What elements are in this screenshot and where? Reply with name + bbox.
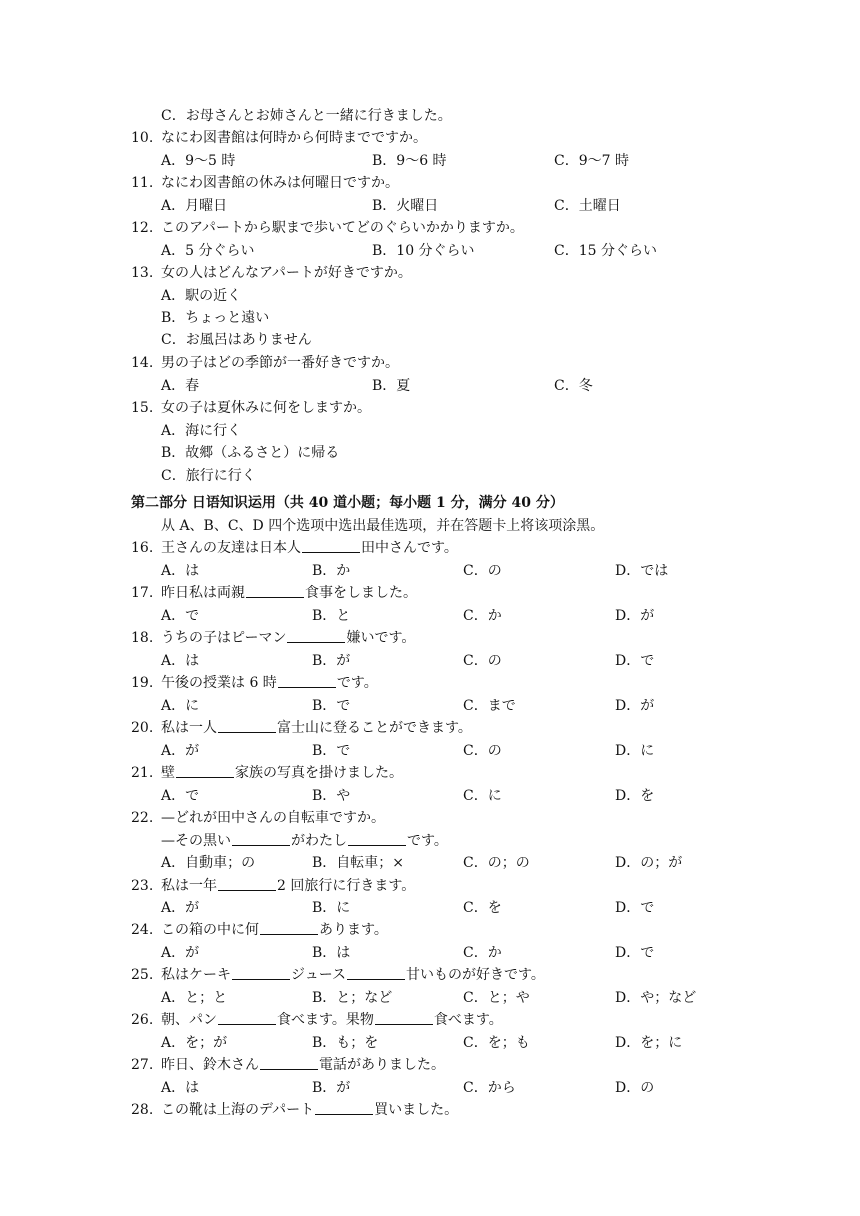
answer-blank xyxy=(375,1010,433,1025)
option-a: A．は xyxy=(161,563,200,579)
question-number: 21. xyxy=(131,765,154,781)
option-d: D．を；に xyxy=(615,1035,683,1051)
question-stem xyxy=(161,582,417,604)
option-d: D．や；など xyxy=(615,990,697,1006)
section-instruction: 从 A、B、C、D 四个选项中选出最佳选项，并在答题卡上将该项涂黑。 xyxy=(161,518,605,534)
option-a: A．が xyxy=(161,945,200,961)
option-a: A．9～5 時 xyxy=(161,153,236,169)
option-a: A．自動車；の xyxy=(161,855,256,871)
option-a: A．駅の近く xyxy=(161,288,242,304)
stem-before-blank: この箱の中に何 xyxy=(161,922,259,938)
question-number: 14. xyxy=(131,355,154,371)
option-b: B．が xyxy=(312,653,351,669)
option-d: D．を xyxy=(615,788,655,804)
option-b: B．夏 xyxy=(372,378,411,394)
question-stem xyxy=(161,1009,503,1031)
question-stem xyxy=(161,919,388,941)
answer-blank xyxy=(218,1010,276,1025)
option-a: A．で xyxy=(161,608,200,624)
stem-before-blank: 壁 xyxy=(161,765,175,781)
stem-after-blank: 食べます。 xyxy=(433,1012,503,1028)
stem-after-blank: 2 回旅行に行きます。 xyxy=(277,878,416,894)
stem-after-blank: です。 xyxy=(407,833,448,849)
option-c: C．土曜日 xyxy=(554,198,621,214)
option-a: A．月曜日 xyxy=(161,198,228,214)
option-b: B．は xyxy=(312,945,351,961)
stem-after-blank: 甘いものが好きです。 xyxy=(406,967,545,983)
stem-before-blank: うちの子はピーマン xyxy=(161,630,287,646)
answer-blank xyxy=(348,831,406,846)
option-a: A．を；が xyxy=(161,1035,228,1051)
question-stem xyxy=(161,627,415,649)
answer-blank xyxy=(176,763,234,778)
question-stem xyxy=(161,964,545,986)
stem-before-blank: 昨日私は両親 xyxy=(161,585,245,601)
question-stem xyxy=(161,672,378,694)
question-number: 16. xyxy=(131,540,154,556)
question-stem xyxy=(161,537,458,559)
option-c: C．と；や xyxy=(463,990,530,1006)
question-stem: 女の子は夏休みに何をしますか。 xyxy=(161,400,371,416)
question-number: 17. xyxy=(131,585,154,601)
answer-blank xyxy=(260,1055,318,1070)
question-stem-line-2 xyxy=(161,830,448,852)
question-number: 23. xyxy=(131,878,154,894)
option-c: C．から xyxy=(463,1080,516,1096)
question-stem: 男の子はどの季節が一番好きですか。 xyxy=(161,355,399,371)
option-b: B．10 分ぐらい xyxy=(372,243,475,259)
question-stem xyxy=(161,875,415,897)
answer-blank xyxy=(232,965,290,980)
question-number: 18. xyxy=(131,630,154,646)
question-stem: このアパートから駅まで歩いてどのぐらいかかりますか。 xyxy=(161,220,524,236)
answer-blank xyxy=(315,1100,373,1115)
stem-before-blank: 王さんの友達は日本人 xyxy=(161,540,301,556)
option-b: B．自転車；× xyxy=(312,855,405,871)
option-d: D．の xyxy=(615,1080,655,1096)
option-c: C．9～7 時 xyxy=(554,153,629,169)
option-c: C．か xyxy=(463,945,502,961)
stem-before-blank: 私はケーキ xyxy=(161,967,231,983)
section-title: 第二部分 日语知识运用（共 40 道小题；每小题 1 分，满分 40 分） xyxy=(131,495,564,511)
question-number: 28. xyxy=(131,1102,154,1118)
stem-before-blank: 午後の授業は 6 時 xyxy=(161,675,277,691)
question-stem xyxy=(161,1099,458,1121)
question-number: 19. xyxy=(131,675,154,691)
option-a: A．が xyxy=(161,743,200,759)
option-a: A．と；と xyxy=(161,990,228,1006)
option-d: D．では xyxy=(615,563,669,579)
option-c: C．まで xyxy=(463,698,516,714)
answer-blank xyxy=(302,538,360,553)
option-c: C．お風呂はありません xyxy=(161,332,312,348)
stem-after-blank: 嫌いです。 xyxy=(346,630,416,646)
option-b: B．に xyxy=(312,900,351,916)
stem-before-blank: この靴は上海のデパート xyxy=(161,1102,315,1118)
stem-before-blank: 朝、パン xyxy=(161,1012,217,1028)
question-number: 13. xyxy=(131,265,154,281)
stem-before-blank: 私は一人 xyxy=(161,720,217,736)
answer-blank xyxy=(347,965,405,980)
option-c: C．旅行に行く xyxy=(161,468,256,484)
stem-before-blank: —その黒い xyxy=(161,833,231,849)
question-stem: なにわ図書館は何時から何時までですか。 xyxy=(161,130,427,146)
option-c: C．の xyxy=(463,743,502,759)
option-c: C．を xyxy=(463,900,502,916)
option-c: C．に xyxy=(463,788,502,804)
answer-blank xyxy=(218,876,276,891)
question-number: 24. xyxy=(131,922,154,938)
stem-after-blank: 富士山に登ることができます。 xyxy=(277,720,472,736)
option-b: B．が xyxy=(312,1080,351,1096)
option-b: B．も；を xyxy=(312,1035,379,1051)
option-b: B．9～6 時 xyxy=(372,153,447,169)
question-number: 12. xyxy=(131,220,154,236)
option-a: A．に xyxy=(161,698,200,714)
option-c: C．の；の xyxy=(463,855,530,871)
question-stem-line-1: —どれが田中さんの自転車ですか。 xyxy=(161,810,385,826)
option-b: B．と xyxy=(312,608,351,624)
option-a: A．が xyxy=(161,900,200,916)
question-number: 11. xyxy=(131,175,154,191)
question-stem: なにわ図書館の休みは何曜日ですか。 xyxy=(161,175,399,191)
answer-blank xyxy=(232,831,290,846)
answer-blank xyxy=(287,628,345,643)
answer-blank xyxy=(260,920,318,935)
option-d: D．に xyxy=(615,743,655,759)
stem-after-blank: 家族の写真を掛けました。 xyxy=(235,765,403,781)
option-b: B．で xyxy=(312,698,351,714)
option-d: D．で xyxy=(615,653,655,669)
stem-before-blank: 私は一年 xyxy=(161,878,217,894)
question-number: 27. xyxy=(131,1057,154,1073)
option-b: B．と；など xyxy=(312,990,393,1006)
answer-blank xyxy=(218,718,276,733)
option-c: C．か xyxy=(463,608,502,624)
answer-blank xyxy=(278,673,336,688)
stem-after-blank: あります。 xyxy=(319,922,388,938)
question-number: 10. xyxy=(131,130,154,146)
question-stem xyxy=(161,717,472,739)
option-a: A．は xyxy=(161,1080,200,1096)
question-number: 20. xyxy=(131,720,154,736)
stem-between-blanks: 食べます。果物 xyxy=(277,1012,374,1028)
option-b: B．故郷（ふるさと）に帰る xyxy=(161,445,340,461)
stem-after-blank: 田中さんです。 xyxy=(361,540,458,556)
question-stem xyxy=(161,762,403,784)
option-d: D．で xyxy=(615,945,655,961)
option-b: B．か xyxy=(312,563,351,579)
option-c: C．お母さんとお姉さんと一緒に行きました。 xyxy=(161,108,452,124)
question-number: 22. xyxy=(131,810,154,826)
option-c: C．の xyxy=(463,563,502,579)
question-number: 25. xyxy=(131,967,154,983)
option-a: A．で xyxy=(161,788,200,804)
stem-after-blank: です。 xyxy=(336,675,378,691)
option-a: A．海に行く xyxy=(161,423,242,439)
question-number: 15. xyxy=(131,400,154,416)
option-d: D．が xyxy=(615,608,655,624)
stem-after-blank: 食事をしました。 xyxy=(305,585,417,601)
question-number: 26. xyxy=(131,1012,154,1028)
option-a: A．5 分ぐらい xyxy=(161,243,255,259)
option-b: B．ちょっと遠い xyxy=(161,310,270,326)
option-b: B．で xyxy=(312,743,351,759)
stem-between-blanks: がわたし xyxy=(291,833,347,849)
stem-after-blank: 電話がありました。 xyxy=(319,1057,445,1073)
option-d: D．で xyxy=(615,900,655,916)
option-d: D．の；が xyxy=(615,855,683,871)
option-a: A．春 xyxy=(161,378,200,394)
stem-after-blank: 買いました。 xyxy=(374,1102,459,1118)
answer-blank xyxy=(246,583,304,598)
option-b: B．火曜日 xyxy=(372,198,439,214)
option-b: B．や xyxy=(312,788,351,804)
option-c: C．を；も xyxy=(463,1035,530,1051)
option-c: C．の xyxy=(463,653,502,669)
option-c: C．冬 xyxy=(554,378,593,394)
question-stem: 女の人はどんなアパートが好きですか。 xyxy=(161,265,412,281)
option-c: C．15 分ぐらい xyxy=(554,243,657,259)
question-stem xyxy=(161,1054,445,1076)
option-a: A．は xyxy=(161,653,200,669)
stem-before-blank: 昨日、鈴木さん xyxy=(161,1057,259,1073)
option-d: D．が xyxy=(615,698,655,714)
stem-between-blanks: ジュース xyxy=(291,967,347,983)
